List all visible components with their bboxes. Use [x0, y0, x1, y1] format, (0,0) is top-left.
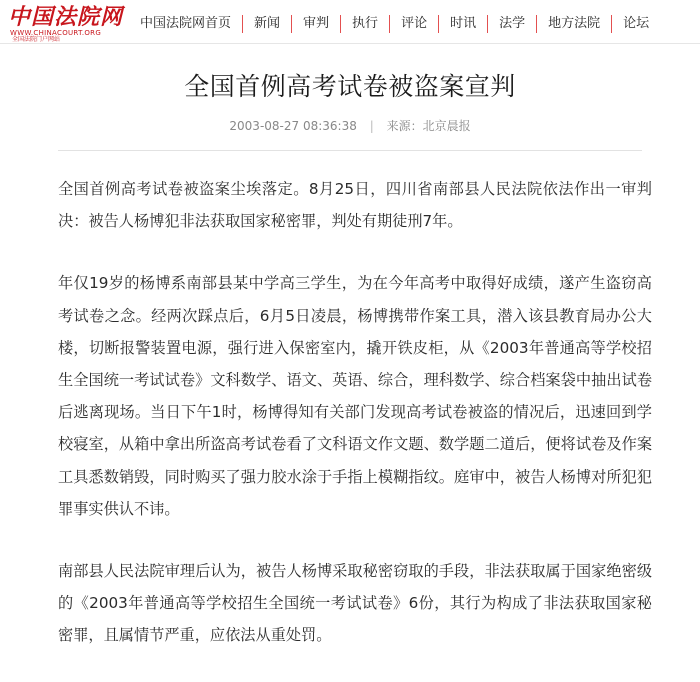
nav-item-news[interactable]: 新闻: [243, 15, 292, 33]
article-body: [58, 173, 652, 682]
article-title: 全国首例高考试卷被盗案宣判: [184, 71, 516, 101]
top-navigation-bar: [0, 0, 700, 44]
meta-divider-line: [58, 150, 642, 151]
nav-item-bulletin[interactable]: 时讯: [439, 15, 488, 33]
nav-item-commentary[interactable]: 评论: [390, 15, 439, 33]
nav-item-home[interactable]: 中国法院网首页: [128, 15, 243, 33]
logo-title: 中国法院网: [8, 4, 124, 30]
site-logo[interactable]: [8, 4, 124, 43]
article-paragraph: 全国首例高考试卷被盗案尘埃落定。8月25日，四川省南部县人民法院依法作出一审判决：被告人杨博犯非法获取国家秘密罪，判处有期徒刑7年。: [58, 180, 652, 231]
nav-divider-line: [0, 43, 700, 44]
nav-item-local-courts[interactable]: 地方法院: [537, 15, 612, 33]
article-source: 来源：北京晨报: [386, 119, 471, 133]
nav-item-jurisprudence[interactable]: 法学: [488, 15, 537, 33]
nav-item-enforcement[interactable]: 执行: [341, 15, 390, 33]
publish-date: 2003-08-27 08:36:38: [229, 119, 357, 133]
nav-item-trial[interactable]: 审判: [292, 15, 341, 33]
logo-subtitle: 全国法院门户网站: [12, 36, 61, 43]
article-meta: [0, 117, 700, 135]
meta-separator: |: [369, 119, 374, 133]
article-paragraph: 年仅19岁的杨博系南部县某中学高三学生，为在今年高考中取得好成绩，遂产生盗窃高考试卷之念。经两次踩点后，6月5日凌晨，杨博携带作案工具，潜入该县教育局办公大楼，切断报警装置电源，强行进入保密室内，撬开铁皮柜，从《2003年普通高等学校招生全国统一考试试卷》文科数学、语文、英语、综合，理科数学、综合档案袋中抽出试卷后逃离现场。当日下午1时，杨博得知有关部门发现高考试卷被盗的情况后，迅速回到学校寝室，从箱中拿出所盗高考试卷看了文科语文作文题、数学题二道后，便将试卷及作案工具悉数销毁，同时购买了强力胶水涂于手指上模糊指纹。庭审中，被告人杨博对所犯犯罪事实供认不讳。: [58, 274, 652, 518]
logo-url-text: WWW.CHINACOURT.ORG: [10, 29, 102, 37]
article-paragraph: 南部县人民法院审理后认为，被告人杨博采取秘密窃取的手段，非法获取属于国家绝密级的《2003年普通高等学校招生全国统一考试试卷》6份，其行为构成了非法获取国家秘密罪，且属情节严重，应依法从重处罚。: [58, 562, 652, 645]
nav-item-forum[interactable]: 论坛: [623, 16, 650, 31]
main-nav: [128, 14, 660, 34]
